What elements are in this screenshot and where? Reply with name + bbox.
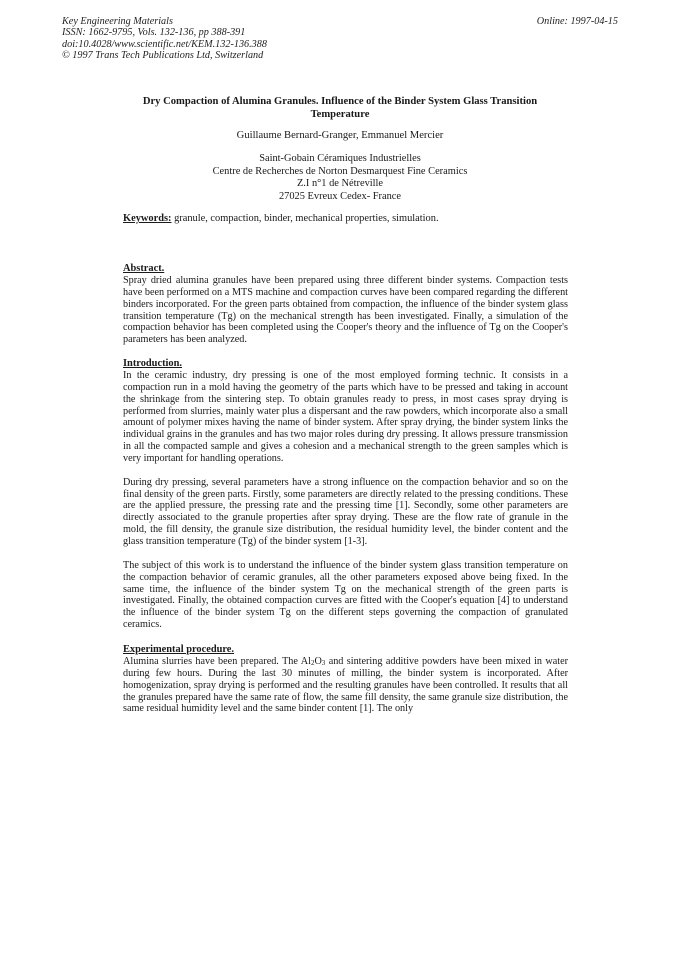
experimental-heading: Experimental procedure. (123, 644, 235, 655)
affiliation-line: Centre de Recherches de Norton Desmarquest Fine Ceramics (212, 165, 468, 177)
experimental-text: O (314, 656, 322, 667)
subscript: 2 (310, 659, 315, 667)
introduction-paragraph-3: The subject of this work is to understand the influence of the binder system glass transition temperature on the compaction behavior of ceramic granules, all the other parameters exposed above being fixed. In the same time, the influence of the binder system Tg on the mechanical strength of the green parts is investigated. Finally, the obtained compaction curves are fitted with the Cooper's equation [4] to understand the influence of the binder system Tg on the different steps governing the compaction of granulated ceramics. (123, 559, 568, 631)
copyright-line: © 1997 Trans Tech Publications Ltd, Switzerland (62, 50, 264, 62)
doi-line: doi:10.4028/www.scientific.net/KEM.132-136.388 (62, 38, 267, 50)
online-date: Online: 1997-04-15 (536, 16, 618, 27)
issn-line: ISSN: 1662-9795, Vols. 132-136, pp 388-391 (62, 27, 246, 39)
experimental-text: Alumina slurries have been prepared. The Al (123, 656, 311, 667)
introduction-heading: Introduction. (123, 358, 182, 369)
affiliation-line: 27025 Evreux Cedex- France (278, 190, 402, 202)
keywords-text: granule, compaction, binder, mechanical properties, simulation. (171, 213, 439, 224)
introduction-paragraph-2: During dry pressing, several parameters have a strong influence on the compaction behavior and so on the final density of the green parts. Firstly, some parameters are directly related to the pressing conditions. These are the applied pressure, the pressing rate and the pressing time [1]. Secondly, some other parameters are directly associated to the granule properties after spray drying. These are the flow rate of granule in the mold, the fill density, the granule size distribution, the residual humidity level, the binder content and the glass transition temperature (Tg) of the binder system [1-3]. (123, 476, 568, 547)
experimental-section (123, 644, 568, 715)
introduction-section (123, 358, 568, 631)
paper-authors: Guillaume Bernard-Granger, Emmanuel Mercier (236, 130, 444, 141)
abstract-section (123, 263, 568, 346)
paper-title: Dry Compaction of Alumina Granules. Influence of the Binder System Glass Transition Temperature (142, 96, 538, 120)
experimental-paragraph-1 (123, 656, 568, 715)
journal-name: Key Engineering Materials (62, 16, 173, 27)
abstract-text: Spray dried alumina granules have been prepared using three different binder systems. Compaction tests have been performed on a MTS machine and compaction curves have been compared regarding the different binders incorporated. For the green parts obtained from compaction, the influence of the binder system glass transition temperature (Tg) on the mechanical strength has been investigated. Finally, a simulation of the compaction behavior has been completed using the Cooper's theory and the influence of Tg on the Cooper's parameters has been analyzed. (123, 275, 568, 346)
subscript: 3 (321, 659, 326, 667)
affiliation (120, 153, 560, 203)
affiliation-line: Saint-Gobain Céramiques Industrielles (259, 153, 421, 164)
affiliation-line: Z.I n°1 de Nétreville (296, 178, 384, 190)
keywords (123, 213, 568, 224)
experimental-text: and sintering additive powders have been mixed in water during few hours. During the last 30 minutes of milling, the binder system is incorporated. After homogenization, spray drying is performed and the resulting granules have been controlled. It results that all the granules prepared have the same rate of flow, the same fill density, the same granule size distribution, the same residual humidity level and the same binder content [1]. The only (123, 656, 569, 715)
keywords-label: Keywords: (123, 213, 172, 224)
introduction-paragraph-1: In the ceramic industry, dry pressing is one of the most employed forming technic. It consists in a compaction run in a mold having the geometry of the parts which have to be pressed and taking in account the shrinkage from the sintering step. To obtain granules ready to press, in most cases spray drying is performed from slurries, mainly water plus a dispersant and the raw powders, which incorporate also a small amount of polymer mixes having the name of binder system. After spray drying, the binder system links the individual grains in the granules and has two major roles during dry pressing. It allows pressure transmission in all the compacted sample and gives a cohesion and a mechanical strength to the green samples which is very important for handling operations. (123, 370, 568, 464)
journal-header (62, 16, 618, 62)
abstract-heading: Abstract. (123, 263, 165, 274)
